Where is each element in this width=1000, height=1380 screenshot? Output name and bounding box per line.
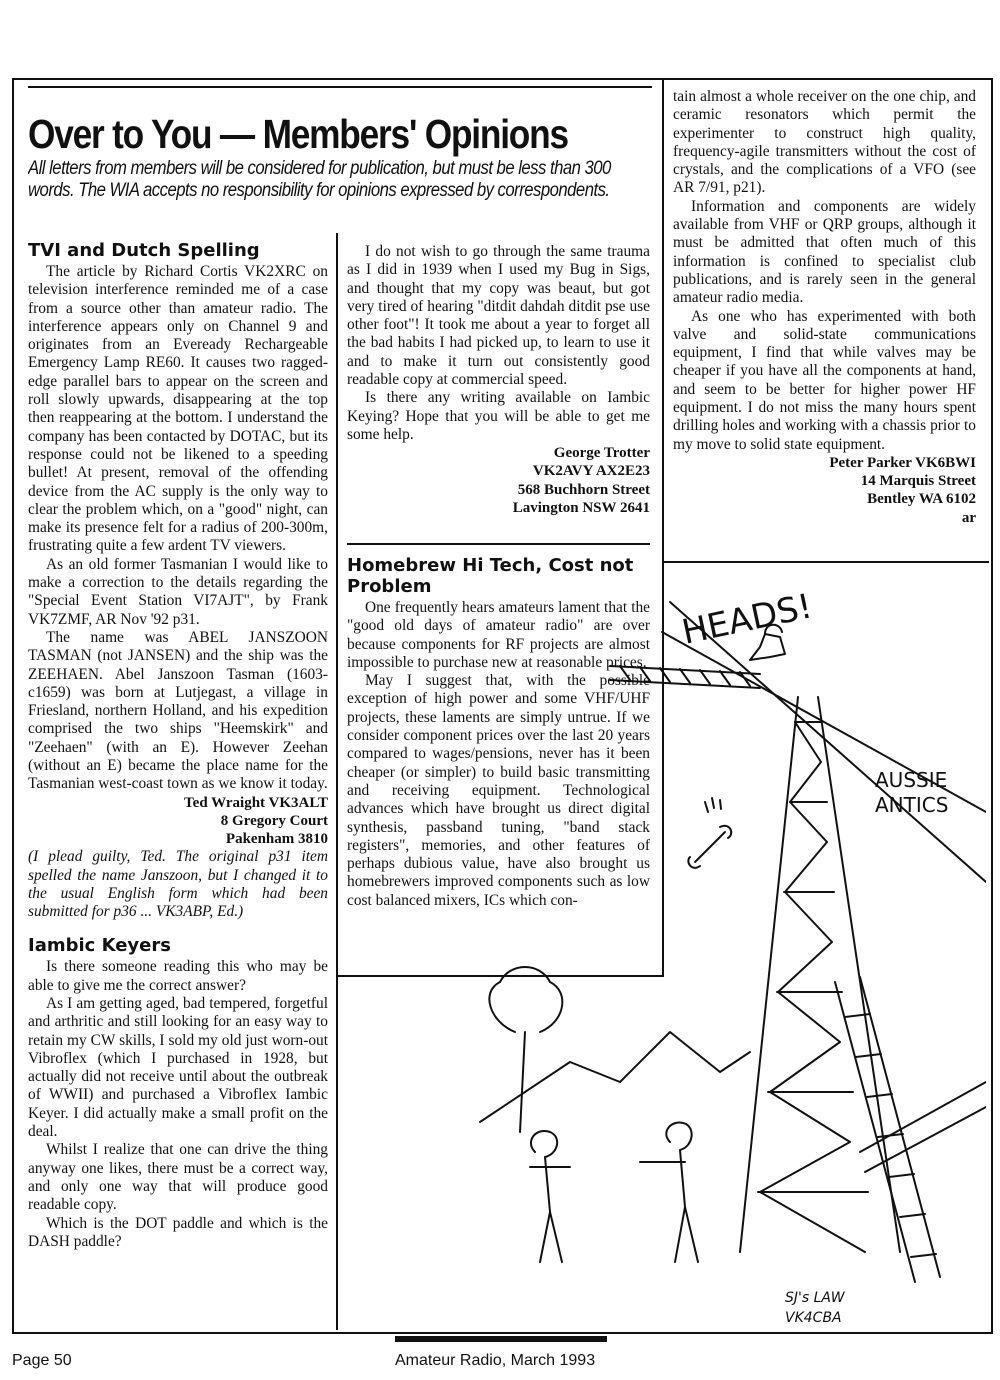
editor-note: (I plead guilty, Ted. The original p31 item spelled the name Janszoon, but I changed it to the usual English form which had been submitted for p36 ... VK3ABP, Ed.) <box>28 848 328 921</box>
homebrew-paragraph-continued: tain almost a whole receiver on the one chip, and ceramic resonators which permit the experimenter to construct high quality, frequency-agile transmitters without the cost of crystals, and the complications of a VFO (see AR 7/91, p21). <box>673 88 976 197</box>
cartoon-caption-2: ANTICS <box>875 793 949 817</box>
column-2 <box>347 243 650 538</box>
cartoon-illustration <box>340 562 986 1330</box>
title-rule <box>28 86 652 88</box>
cartoon-caption-1: AUSSIE <box>875 768 948 792</box>
iambic-paragraph: I do not wish to go through the same trauma as I did in 1939 when I used my Bug in Sigs, and thought that my copy was beaut, but got very tired of hearing "ditdit dahdah ditdit pse use other foot"! It took me about a year to forget all the bad habits I had picked up, to learn to use it and to make it turn out consistently good readable copy at commercial speed. <box>347 243 650 389</box>
mid-column-rule <box>347 543 650 545</box>
falling-wrench <box>688 826 731 868</box>
end-mark: ar <box>961 509 976 526</box>
homebrew-paragraph: As one who has experimented with both valve and solid-state communications equipment, I find that while valves may be cheaper if you have all the components at hand, and seem to be better for higher power HF equipment. I do not miss the many hours spent drilling holes and working with a chassis prior to my move to solid state equipment. <box>673 307 976 453</box>
page-subtitle: All letters from members will be considered for publication, but must be less than 300 words. The WIA accepts no responsibility for opinions expressed by correspondents. <box>28 158 611 201</box>
homebrew-paragraph: May I suggest that, with the possible exception of high power and some VHF/UHF projects, these laments are simply untrue. If we consider component prices over the last 20 years compared to wages/pensions, never has it been cheaper (or simpler) to build basic transmitting and receiving equipment. Technological advances which have brought us direct digital synthesis, passband tuning, "band stack registers", memories, and other features of perhaps dubious value, have also brought us homebrewers improved components such as low cost balanced mixers, ICs which con- <box>347 672 650 909</box>
iambic-paragraph: Which is the DOT paddle and which is the DASH paddle? <box>28 1214 328 1250</box>
signature-name: George Trotter <box>553 445 650 462</box>
column-divider-right <box>662 78 664 562</box>
tvi-heading: TVI and Dutch Spelling <box>28 240 260 261</box>
signature-street: 568 Buchhorn Street <box>517 481 650 498</box>
signature-name: Ted Wraight VK3ALT <box>184 794 328 811</box>
tower-leg <box>740 697 798 1252</box>
cross-arm <box>610 680 760 688</box>
iambic-paragraph: As I am getting aged, bad tempered, forgetful and arthritic and still looking for an easy way to retain my CW skills, I sold my old just worn-out Vibroflex (which I purchased in 1928, but actually did not receive until about the outbreak of WWII) and purchased a Vibroflex Iambic Keyer. I did actually make a small profit on the deal. <box>28 995 328 1141</box>
tree <box>489 967 562 1132</box>
tvi-paragraph: The article by Richard Cortis VK2XRC on television interference reminded me of a case from a source other than amateur radio. The interference appears only on Channel 9 and originates from an Eveready Rechargeable Emergency Lamp RE60. It causes two ragged-edge parallel bars to appear on the screen and roll slowly upwards, disappearing at the top then reappearing at the bottom. I understand the company has been contacted by DOTAC, but its response could not be likened to a speeding bullet! At present, removal of the offending device from the AC supply is the only way to clear the problem which, on a "good" night, can make its presence felt for a radius of 200-300m, frustrating quite a few ardent TV viewers. <box>28 263 328 555</box>
iambic-signature <box>347 444 650 517</box>
signature-callsign: VK2AVY AX2E23 <box>532 463 650 480</box>
homebrew-paragraph: Information and components are widely available from VHF or QRP groups, although it must be admitted that often much of this information is confined to specialist club publications, and is rarely seen in the general amateur radio media. <box>673 197 976 307</box>
tower-rungs <box>758 722 868 1192</box>
signature-name: Peter Parker VK6BWI <box>829 454 976 471</box>
motion-marks <box>705 798 721 812</box>
signature-town: Bentley WA 6102 <box>867 491 976 508</box>
person-left <box>530 1131 570 1262</box>
signature-town: Pakenham 3810 <box>225 831 328 848</box>
homebrew-heading: Homebrew Hi Tech, Cost not Problem <box>347 555 634 597</box>
tvi-paragraph: The name was ABEL JANSZOON TASMAN (not JANSEN) and the ship was the ZEEHAEN. Abel Janszoon Tasman (1603-c1659) was born at Lutjegast, a village in Friesland, northern Holland, and his expedition comprised the two ships "Heemskirk" and "Zeehaen" (with an E). However Zeehan (without an E) became the place name for the Tasmanian west-coast town as we know it today. <box>28 628 328 793</box>
page-number: Page 50 <box>12 1352 72 1369</box>
page-title: Over to You — Members' Opinions <box>28 112 568 157</box>
cartoon-signature-1: SJ's LAW <box>785 1290 845 1306</box>
ladder <box>835 977 940 1282</box>
header <box>28 112 658 222</box>
iambic-heading: Iambic Keyers <box>28 935 171 957</box>
signature-street: 14 Marquis Street <box>860 473 976 490</box>
cross-arm <box>610 666 760 674</box>
signature-street: 8 Gregory Court <box>220 812 328 829</box>
iambic-paragraph: Whilst I realize that one can drive the thing anyway one likes, there must be a correct way, and only one way that will produce good readable copy. <box>28 1141 328 1214</box>
cartoon-shout: HEADS! <box>678 586 816 653</box>
column-divider-left <box>336 233 338 1330</box>
homebrew-paragraph: One frequently hears amateurs lament that the "good old days of amateur radio" are over because components for RF projects are almost impossible to purchase new at reasonable prices. <box>347 599 650 671</box>
iambic-paragraph: Is there any writing available on Iambic Keying? Hope that you will be able to get me some help. <box>347 389 650 443</box>
publication-footer: Amateur Radio, March 1993 <box>395 1352 596 1369</box>
tvi-paragraph: As an old former Tasmanian I would like to make a correction to the details regarding the "Special Event Station VI7AJT", by Frank VK7ZMF, AR Nov '92 p31. <box>28 555 328 628</box>
footer-bar <box>395 1336 607 1342</box>
column-3 <box>673 88 976 558</box>
signature-town: Lavington NSW 2641 <box>512 499 650 516</box>
person-right <box>640 1123 698 1262</box>
cartoon-signature-2: VK4CBA <box>785 1310 842 1326</box>
column-1 <box>28 240 328 1332</box>
homebrew-signature <box>673 454 976 527</box>
tvi-signature <box>28 794 328 849</box>
iambic-paragraph: Is there someone reading this who may be able to give me the correct answer? <box>28 958 328 994</box>
